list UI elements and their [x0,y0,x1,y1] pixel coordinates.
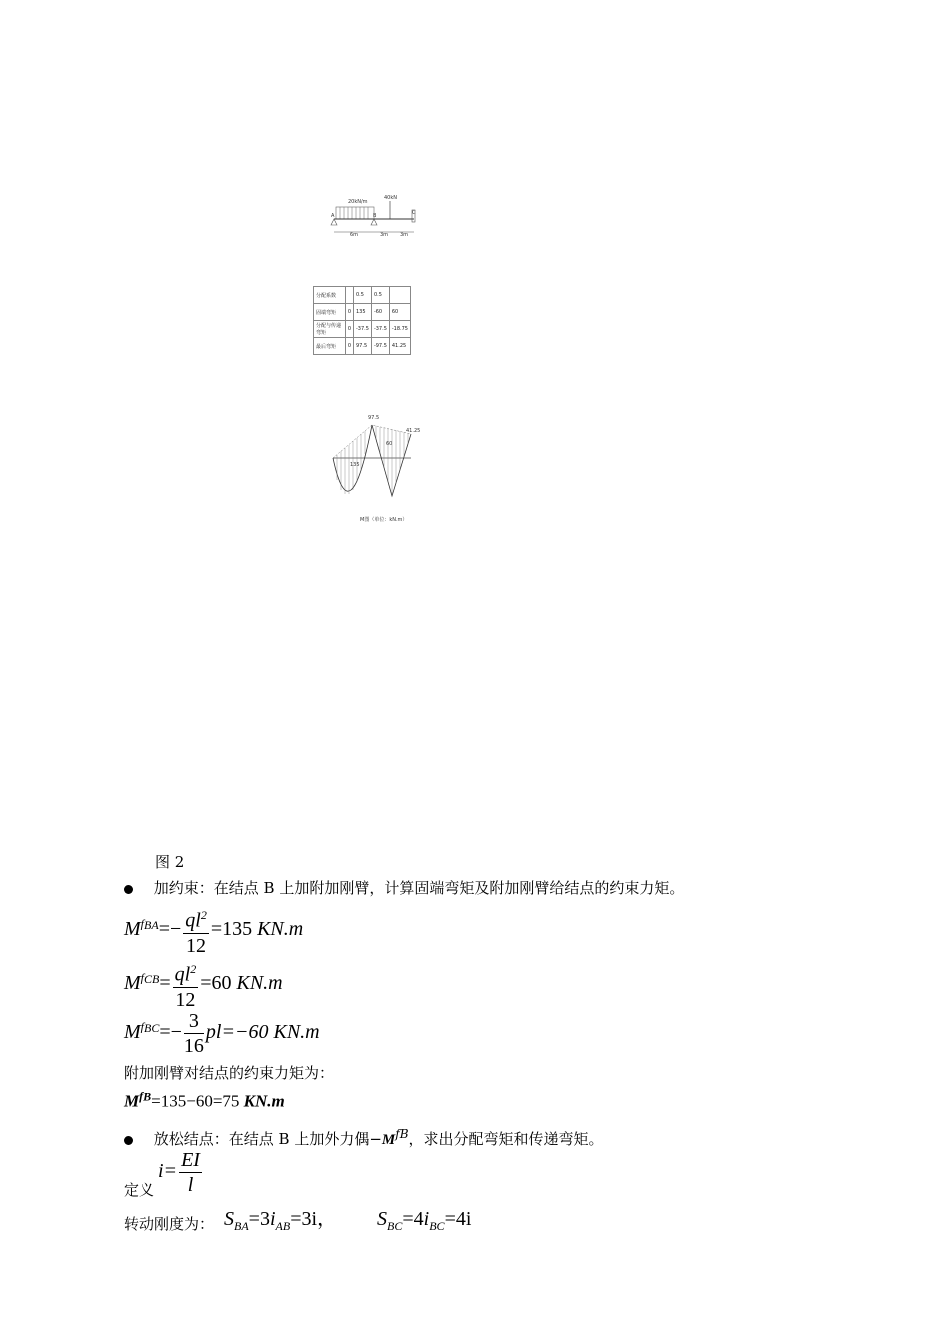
table-cell: 0.5 [354,287,372,304]
table-cell: 135 [354,304,372,321]
table-row [314,338,411,355]
right-label: 41.25 [406,428,420,434]
moment-curve-bc [372,425,411,496]
closing-line [333,425,411,458]
constraint-label: 附加刚臂对结点的约束力矩为： [124,1064,335,1082]
table-cell: -37.5 [354,321,372,338]
table-cell: 97.5 [354,338,372,355]
distribution-table [313,286,411,355]
table-cell: -18.75 [389,321,410,338]
table-cell: 0 [345,321,353,338]
step2-line: 放松结点：在结点 B 上加外力偶$-M^f_B$，求出分配弯矩和传递弯矩。 [124,1124,604,1150]
hinge-supports [331,219,377,225]
label-a: A [331,213,335,219]
stiffness-label: 转动刚度为： [124,1215,215,1233]
def-label: 定义 [124,1181,155,1199]
load-q-label: 20kN/m [348,199,368,205]
equation-1: $M^f_{BA}=-$ $\frac{ql^2}{12}$ =135 KN.m [124,903,303,958]
table-cell: 最后弯矩 [314,338,346,355]
table-row [314,287,411,304]
label-b: B [373,213,377,219]
table-cell [389,287,410,304]
table-cell: 0 [345,338,353,355]
mid2-label: 60 [386,441,393,447]
table-cell: 分配系数 [314,287,346,304]
table-cell: -37.5 [371,321,389,338]
span3-label: 3m [400,232,409,238]
table-cell: 固端弯矩 [314,304,346,321]
figure-caption: 图 2 [155,853,185,871]
span1-label: 6m [350,232,359,238]
equation-3: $M^f_{BC}=-$ $\frac{3}{16}$ pl=−60 KN.m [124,1010,320,1057]
table-cell: 0.5 [371,287,389,304]
bullet-icon [124,885,133,894]
definition-equation: i= $\frac{EI}{l}$ [158,1149,200,1196]
load-p-label: 40kN [384,195,397,201]
diagram-caption: M图（单位：kN.m） [360,517,408,523]
table-row [314,321,411,338]
table-cell [345,287,353,304]
bullet-icon [124,1136,133,1145]
moment-diagram [328,408,420,528]
step1-text: 加约束：在结点 B 上加附加刚臂，计算固端弯矩及附加刚臂给结点的约束力矩。 [153,879,685,897]
mid1-label: 135 [350,462,360,468]
table-cell: -97.5 [371,338,389,355]
table-row [314,304,411,321]
table-cell: 分配与传递弯矩 [314,321,346,338]
table-cell: -60 [371,304,389,321]
span2-label: 3m [380,232,389,238]
label-c: C [412,210,416,216]
table-cell: 41.25 [389,338,410,355]
equation-2: $M^f_{CB}=$ $\frac{ql^2}{12}$ =60 KN.m [124,957,283,1012]
equation-4: $M^f_B=135-60=75$ KN.m [124,1089,285,1111]
table-cell: 0 [345,304,353,321]
table-cell: 60 [389,304,410,321]
stiffness-equation: $S_{BA}=3i_{AB}=3i$， $S_{BC}=4i_{BC}=4i$ [224,1208,472,1233]
peak-label: 97.5 [368,415,380,421]
beam-diagram [328,190,420,240]
step1-line [124,878,684,898]
distributed-load [336,207,374,219]
